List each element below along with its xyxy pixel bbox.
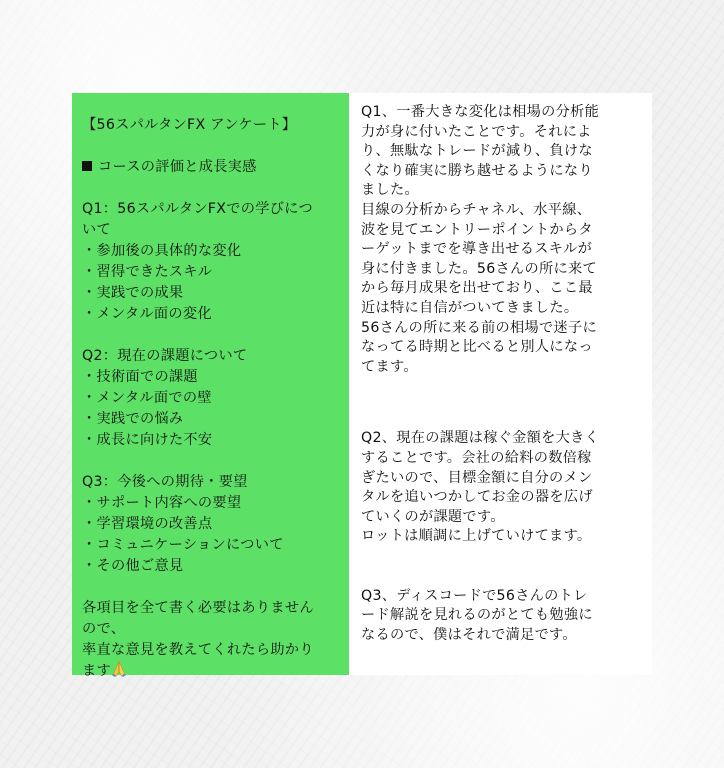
closing-line: ので、	[82, 621, 126, 637]
a1-line: ーゲットまでを導き出せるスキルが	[361, 241, 593, 258]
a1-line: 力が身に付いたことです。それによ	[361, 123, 592, 140]
a1-line: てます。	[361, 358, 418, 375]
q3-item: ・コミュニケーションについて	[82, 537, 284, 553]
q3-heading: Q3：今後への期待・要望	[82, 474, 248, 490]
black-square-icon	[82, 161, 92, 171]
q1-heading: Q1：56スパルタンFXでの学びにつ	[82, 201, 313, 217]
survey-title: 【56スパルタンFX アンケート】	[82, 117, 297, 133]
closing-line: 率直な意見を教えてくれたら助かり	[82, 642, 314, 658]
section-heading-line	[82, 157, 343, 178]
a3-line: ード解説を見れるのがとても勉強に	[361, 607, 593, 624]
a1-line: 56さんの所に来る前の相場で迷子に	[361, 319, 597, 336]
a1-line: 身に付きました。56さんの所に来て	[361, 260, 597, 277]
q2-heading: Q2：現在の課題について	[82, 348, 248, 364]
a2-line: ぎたいので、目標金額に自分のメン	[361, 469, 593, 486]
q2-item: ・技術面での課題	[82, 369, 198, 385]
q1-item: ・参加後の具体的な変化	[82, 243, 242, 259]
survey-message-bubble	[72, 93, 349, 679]
a2-line: ていくのが課題です。	[361, 508, 505, 525]
answers-panel	[349, 93, 652, 675]
q3-item: ・サポート内容への要望	[82, 495, 242, 511]
section-heading: コースの評価と成長実感	[98, 159, 257, 175]
closing-text: ます	[82, 663, 111, 679]
q3-item: ・その他ご意見	[82, 558, 184, 574]
a3-line: なるので、僕はそれで満足です。	[361, 627, 577, 644]
a1-line: 波を見てエントリーポイントからタ	[361, 221, 593, 238]
a1-line: くなり確実に勝ち越せるようになり	[361, 162, 593, 179]
a2-line: ロットは順調に上げていけてます。	[361, 528, 592, 545]
a2-line: Q2、現在の課題は稼ぐ金額を大きく	[361, 430, 600, 447]
q2-item: ・実践での悩み	[82, 411, 184, 427]
a1-line: Q1、一番大きな変化は相場の分析能	[361, 104, 600, 120]
a1-line: から毎月成果を出せており、ここ最	[361, 280, 593, 297]
a1-line: なってる時期と比べると別人になっ	[361, 339, 593, 356]
q1-item: ・メンタル面の変化	[82, 306, 212, 322]
a1-line: 近は特に自信がついてきました。	[361, 299, 579, 316]
q1-item: ・実践での成果	[82, 285, 184, 301]
q1-item: ・習得できたスキル	[82, 264, 213, 280]
folded-hands-icon	[111, 661, 127, 677]
q1-heading-cont: いて	[82, 222, 111, 238]
q3-item: ・学習環境の改善点	[82, 516, 213, 532]
closing-line: 各項目を全て書く必要はありません	[82, 600, 314, 616]
a1-line: ました。	[361, 182, 419, 199]
a3-line: Q3、ディスコードで56さんのトレ	[361, 587, 588, 604]
screenshot-card	[72, 93, 652, 679]
a1-line: 目線の分析からチャネル、水平線、	[361, 201, 592, 218]
closing-line-last	[82, 661, 343, 682]
q2-item: ・成長に向けた不安	[82, 432, 213, 448]
q2-item: ・メンタル面での壁	[82, 390, 212, 406]
a2-line: することです。会社の給料の数倍稼	[361, 449, 592, 466]
a1-line: り、無駄なトレードが減り、負けな	[361, 143, 593, 160]
a2-line: タルを追いつかしてお金の器を広げ	[361, 489, 593, 506]
